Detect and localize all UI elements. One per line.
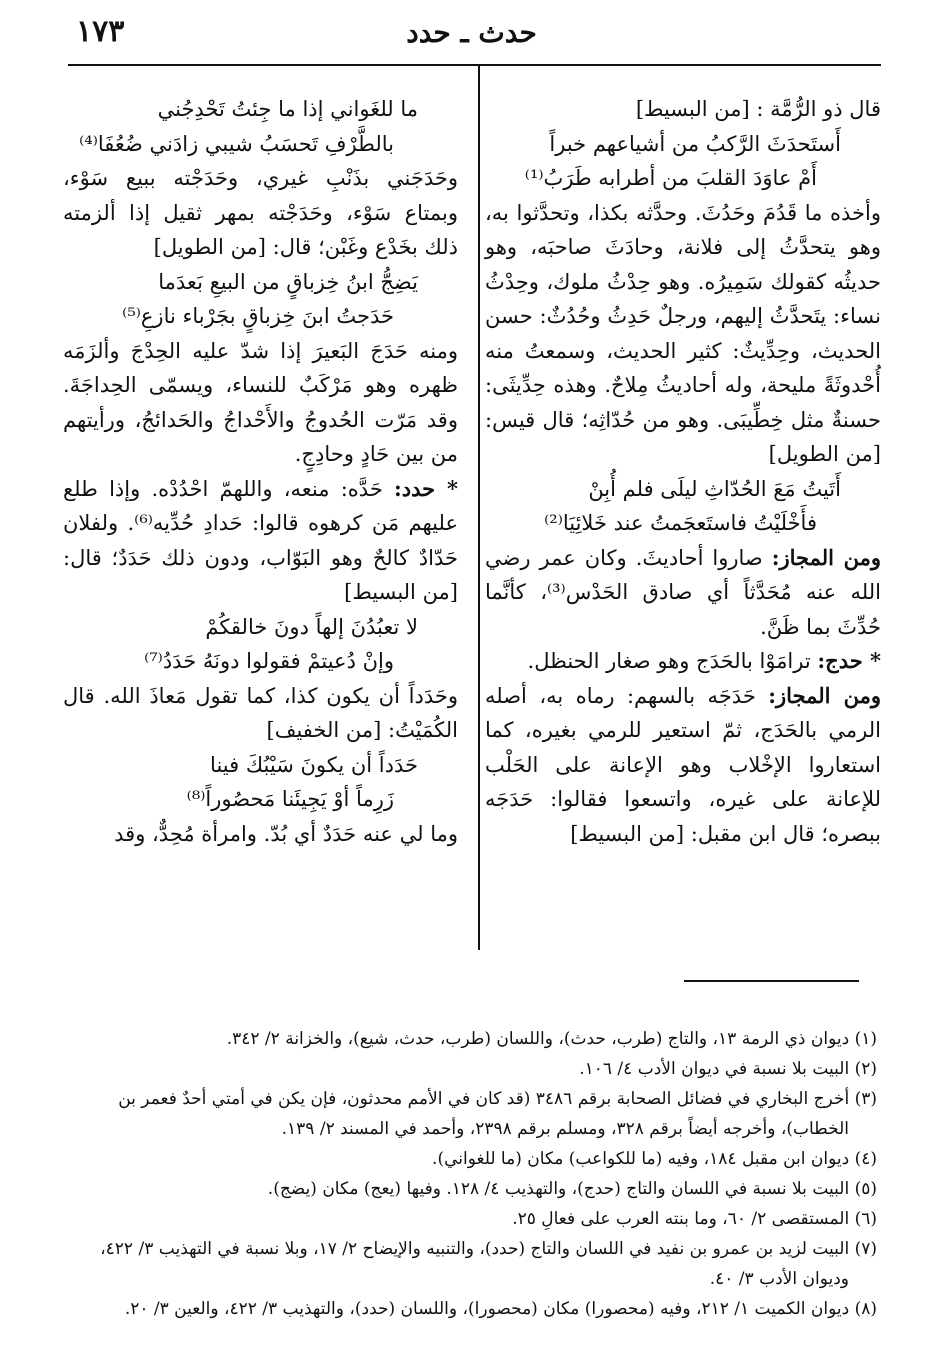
paragraph: ومن المجاز: صاروا أحاديثَ. وكان عمر رضي الله عنه مُحَدَّثاً أي صادق الحَدْس⁽³⁾، كأنَّما حُدِّثَ بما ظَنَّ.: [485, 544, 881, 639]
paragraph: وحَدَجَني بذَنْبِ غيري، وحَدَجْته ببيع سَوْء، وبمتاع سَوْء، وحَدَجْته بمهر ثقيل إذا ألزمته ذلك بخَدْع وغَبْن؛ قال: [من الطويل]: [63, 166, 458, 259]
verse-line: أَستَحدَثَ الرَّكبُ من أشياعهم خبراً: [549, 131, 841, 156]
entry-lead: ومن المجاز:: [771, 544, 881, 570]
footnote: (٦) المستقصى ٢/ ٦٠، وما بنته العرب على فعالِ ٢٥.: [512, 1209, 877, 1229]
footnote: الخطاب)، وأخرجه أيضاً برقم ٣٢٨، ومسلم برقم ٢٣٩٨، وأحمد في المسند ٢/ ١٣٩.: [281, 1119, 849, 1139]
running-title: حدث ـ حدد: [406, 16, 537, 49]
verse-line: وإنْ دُعيتمْ فقولوا دونَهُ حَدَدُ⁽⁷⁾: [144, 649, 394, 673]
footnote: (١) ديوان ذي الرمة ١٣، والتاج (طرب، حدث)، واللسان (طرب، حدث، شيع)، والخزانة ٢/ ٣٤٢.: [226, 1029, 877, 1049]
right-column: [485, 92, 881, 851]
footnote: (٨) ديوان الكميت ١/ ٢١٢، وفيه (محصورا) مكان (محصورا)، واللسان (حدد)، والتهذيب ٣/ ٤٢٢، والعين ٣/ ٢٠.: [124, 1299, 877, 1319]
entry-lead: * حدد:: [394, 475, 458, 501]
footnote: (٥) البيت بلا نسبة في اللسان والتاج (حدج)، والتهذيب ٤/ ١٢٨. وفيها (يعج) مكان (يضج).: [267, 1179, 877, 1199]
verse-line: حَدَداً أن يكونَ سَيْبُكَ فينا: [210, 752, 418, 777]
paragraph: وأخذه ما قَدُمَ وحَدُثَ. وحدَّثه بكذا، وتحدَّثوا به، وهو يتحدَّثُ إلى فلانة، وحادَثَ صاحبَه، وهو حديثُه كقولك سَمِيرُه. وهو حِدْثُ ملوك، وحِدْثُ نساء: يتَحدَّثُ إليهم، ورجلٌ حَدِثُ وحُدُثٌ: حسن الحديث، وحِدِّيثٌ: كثير الحديث، وسمعتُ منه أُحْدوثَةً مليحة، وله أحاديثُ مِلاحٌ. وهذه حِدِّيثَى: حسنةٌ مثل خِطِّيبَى. وهو من حُدّاثِه؛ قال قيس: [من الطويل]: [485, 200, 881, 466]
verse-line: فأَخْلَيْتُ فاستَعجَمتُ عند خَلائِيَا⁽²⁾: [544, 511, 817, 535]
verse-line: حَدَجتُ ابنَ خِزباقٍ بجَرْباء نازعِ⁽⁵⁾: [122, 304, 394, 328]
entry-lead: ومن المجاز:: [768, 682, 881, 708]
paragraph: وما لي عنه حَدَدٌ أي بُدّ. وامرأة مُحِدٌّ، وقد: [114, 821, 458, 846]
header-rule: [68, 64, 881, 66]
page-number: ١٧٣: [76, 14, 125, 49]
verse-line: أَمْ عاوَدَ القلبَ من أطرابه طَرَبُ⁽¹⁾: [524, 166, 817, 190]
footnotes: [65, 1024, 877, 1324]
footnote: (٢) البيت بلا نسبة في ديوان الأدب ٤/ ١٠٦.: [579, 1059, 877, 1079]
verse-line: يَضِجُّ ابنُ خِزباقٍ من البيعِ بَعدَما: [158, 269, 418, 294]
paragraph: ومنه حَدَجَ البَعيرَ إذا شدّ عليه الحِدْجَ وألزَمَه ظهره وهو مَرْكَبٌ للنساء، ويسمّى الحِداجَةَ. وقد مَرّت الحُدوجُ والأَحْداجُ والحَدائجُ، ورأيتهم من بين حَادٍ وحادِجٍ.: [63, 338, 458, 466]
footnote-rule: [684, 980, 859, 982]
verse-line: ما للغَواني إذا ما جِئتُ تَحْدِجُني: [157, 97, 418, 121]
paragraph: ومن المجاز: حَدَجَه بالسهم: رماه به، أصله الرمي بالحَدَج، ثمّ استعير للرمي بغيره، كما استعاروا الإخْلاب وهو الإعانة على الحَلْب للإعانة على غيره، واتسعوا فقالوا: حَدَجَه ببصره؛ قال ابن مقبل: [من البسيط]: [485, 682, 881, 846]
paragraph: * حدج: ترامَوْا بالحَدَج وهو صغار الحنظل.: [527, 648, 881, 673]
footnote: (٣) أخرج البخاري في فضائل الصحابة برقم ٣٤٨٦ (قد كان في الأمم محدثون، فإن يكن في أمتي أحدٌ فعمر بن: [118, 1089, 877, 1109]
column-divider: [478, 66, 480, 950]
footnote: (٤) ديوان ابن مقبل ١٨٤، وفيه (ما للكواعب) مكان (ما للغواني).: [432, 1149, 877, 1169]
verse-line: أَتَيتُ مَعَ الحُدّاثِ ليلَى فلم أُبِنْ: [588, 476, 841, 501]
verse-line: لا تعبُدُنَ إلهاً دونَ خالقكُمْ: [205, 614, 418, 639]
verse-line: زَرِماً أوْ يَجِيئَنا مَحصُوراً⁽⁸⁾: [186, 787, 394, 811]
page-header: [60, 14, 883, 54]
entry-lead: * حدج:: [817, 648, 881, 673]
left-column: [63, 92, 458, 851]
footnote: (٧) البيت لزيد بن عمرو بن نفيد في اللسان والتاج (حدد)، والتنبيه والإيضاح ٢/ ١٧، وبلا نسبة في التهذيب ٣/ ٤٢٢،: [100, 1239, 877, 1259]
paragraph: وحَدَداً أن يكون كذا، كما تقول مَعاذَ الله. قال الكُمَيْتُ: [من الخفيف]: [63, 683, 458, 742]
verse-line: بالطَّرْفِ تَحسَبُ شيبي زادَني ضُعُفَا⁽⁴⁾: [79, 131, 394, 156]
footnote: وديوان الأدب ٣/ ٤٠.: [709, 1269, 849, 1289]
paragraph: قال ذو الرُّمَّة : [من البسيط]: [635, 97, 881, 121]
paragraph: * حدد: حَدَّه: منعه، واللهمّ احْدُدْه. وإذا طلع عليهم مَن كرهوه قالوا: حَدادِ حُدِّيه⁽⁶⁾. ولفلان حَدّادٌ كالحٌ وهو البَوّاب، ودون ذلك حَدَدٌ؛ قال: [من البسيط]: [63, 475, 458, 604]
